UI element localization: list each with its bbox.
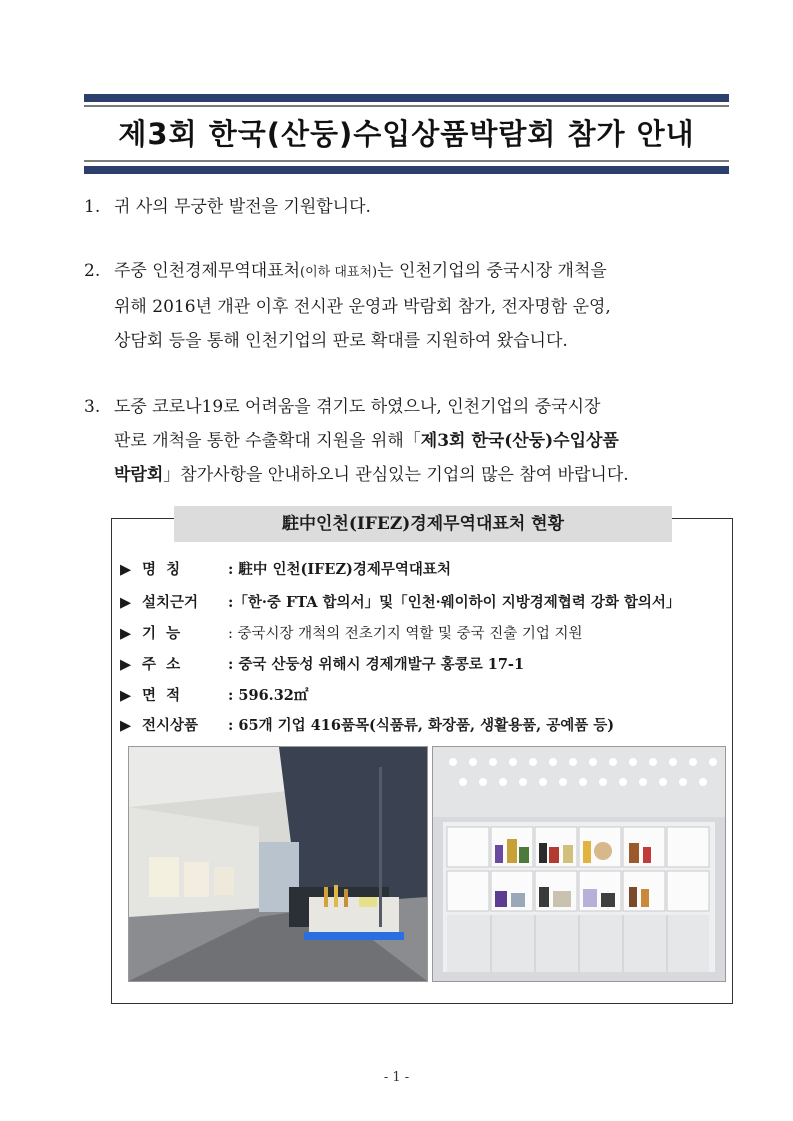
info-value: : 중국시장 개척의 전초기지 역할 및 중국 진출 기업 지원 — [228, 626, 583, 642]
info-label: 주 소 — [142, 656, 181, 673]
info-label: 전시상품 — [142, 717, 199, 734]
info-label: 명 칭 — [142, 561, 181, 578]
triangle-bullet-icon: ▶ — [120, 561, 132, 578]
triangle-bullet-icon: ▶ — [120, 625, 132, 642]
bottom-rule-thick — [84, 166, 729, 174]
triangle-bullet-icon: ▶ — [120, 594, 132, 611]
triangle-bullet-icon: ▶ — [120, 717, 132, 734]
display-shelves-photo — [432, 746, 726, 982]
info-label: 기 능 — [142, 625, 181, 642]
paragraph-line: 도중 코로나19로 어려움을 겪기도 하였으나, 인천기업의 중국시장 — [114, 397, 601, 417]
paragraph-number: 2. — [84, 261, 101, 281]
paragraph-2 — [84, 254, 732, 358]
top-rule-thick — [84, 94, 729, 102]
info-row-area — [120, 686, 308, 706]
info-value: : 65개 기업 416품목(식품류, 화장품, 생활용품, 공예품 등) — [228, 717, 615, 734]
info-row-basis — [120, 593, 680, 613]
paragraph-line: 박람회」참가사항을 안내하오니 관심있는 기업의 많은 참여 바랍니다. — [114, 465, 629, 485]
info-row-address — [120, 655, 524, 675]
triangle-bullet-icon: ▶ — [120, 656, 132, 673]
info-value: :「한·중 FTA 합의서」및「인천·웨이하이 지방경제협력 강화 합의서」 — [228, 594, 681, 611]
paragraph-3 — [84, 390, 732, 492]
info-label: 면 적 — [142, 687, 181, 704]
paragraph-1 — [84, 190, 732, 224]
info-row-name — [120, 560, 451, 580]
top-rule-thin — [84, 105, 729, 107]
paragraph-line: 판로 개척을 통한 수출확대 지원을 위해「제3회 한국(산둥)수입상품 — [114, 431, 619, 451]
info-value: : 駐中 인천(IFEZ)경제무역대표처 — [228, 561, 451, 578]
exhibition-hall-photo — [128, 746, 428, 982]
info-row-products — [120, 716, 614, 736]
document-title: 제3회 한국(산둥)수입상품박람회 참가 안내 — [118, 117, 695, 151]
triangle-bullet-icon: ▶ — [120, 687, 132, 704]
paragraph-line: 귀 사의 무궁한 발전을 기원합니다. — [114, 197, 371, 217]
paragraph-line: 상담회 등을 통해 인천기업의 판로 확대를 지원하여 왔습니다. — [114, 331, 568, 351]
info-row-function — [120, 624, 583, 644]
bottom-rule-thin — [84, 160, 729, 162]
paragraph-line: 주중 인천경제무역대표처(이하 대표처)는 인천기업의 중국시장 개척을 — [114, 261, 607, 281]
paragraph-number: 3. — [84, 397, 101, 417]
info-value: : 596.32㎡ — [228, 687, 309, 704]
info-label: 설치근거 — [142, 594, 199, 611]
paragraph-line: 위해 2016년 개관 이후 전시관 운영과 박람회 참가, 전자명함 운영, — [114, 297, 611, 317]
office-info-header: 駐中인천(IFEZ)경제무역대표처 현황 — [174, 506, 672, 542]
info-value: : 중국 산둥성 위해시 경제개발구 홍콩로 17-1 — [228, 656, 525, 673]
paragraph-number: 1. — [84, 197, 101, 217]
page-number: - 1 - — [383, 1070, 410, 1085]
